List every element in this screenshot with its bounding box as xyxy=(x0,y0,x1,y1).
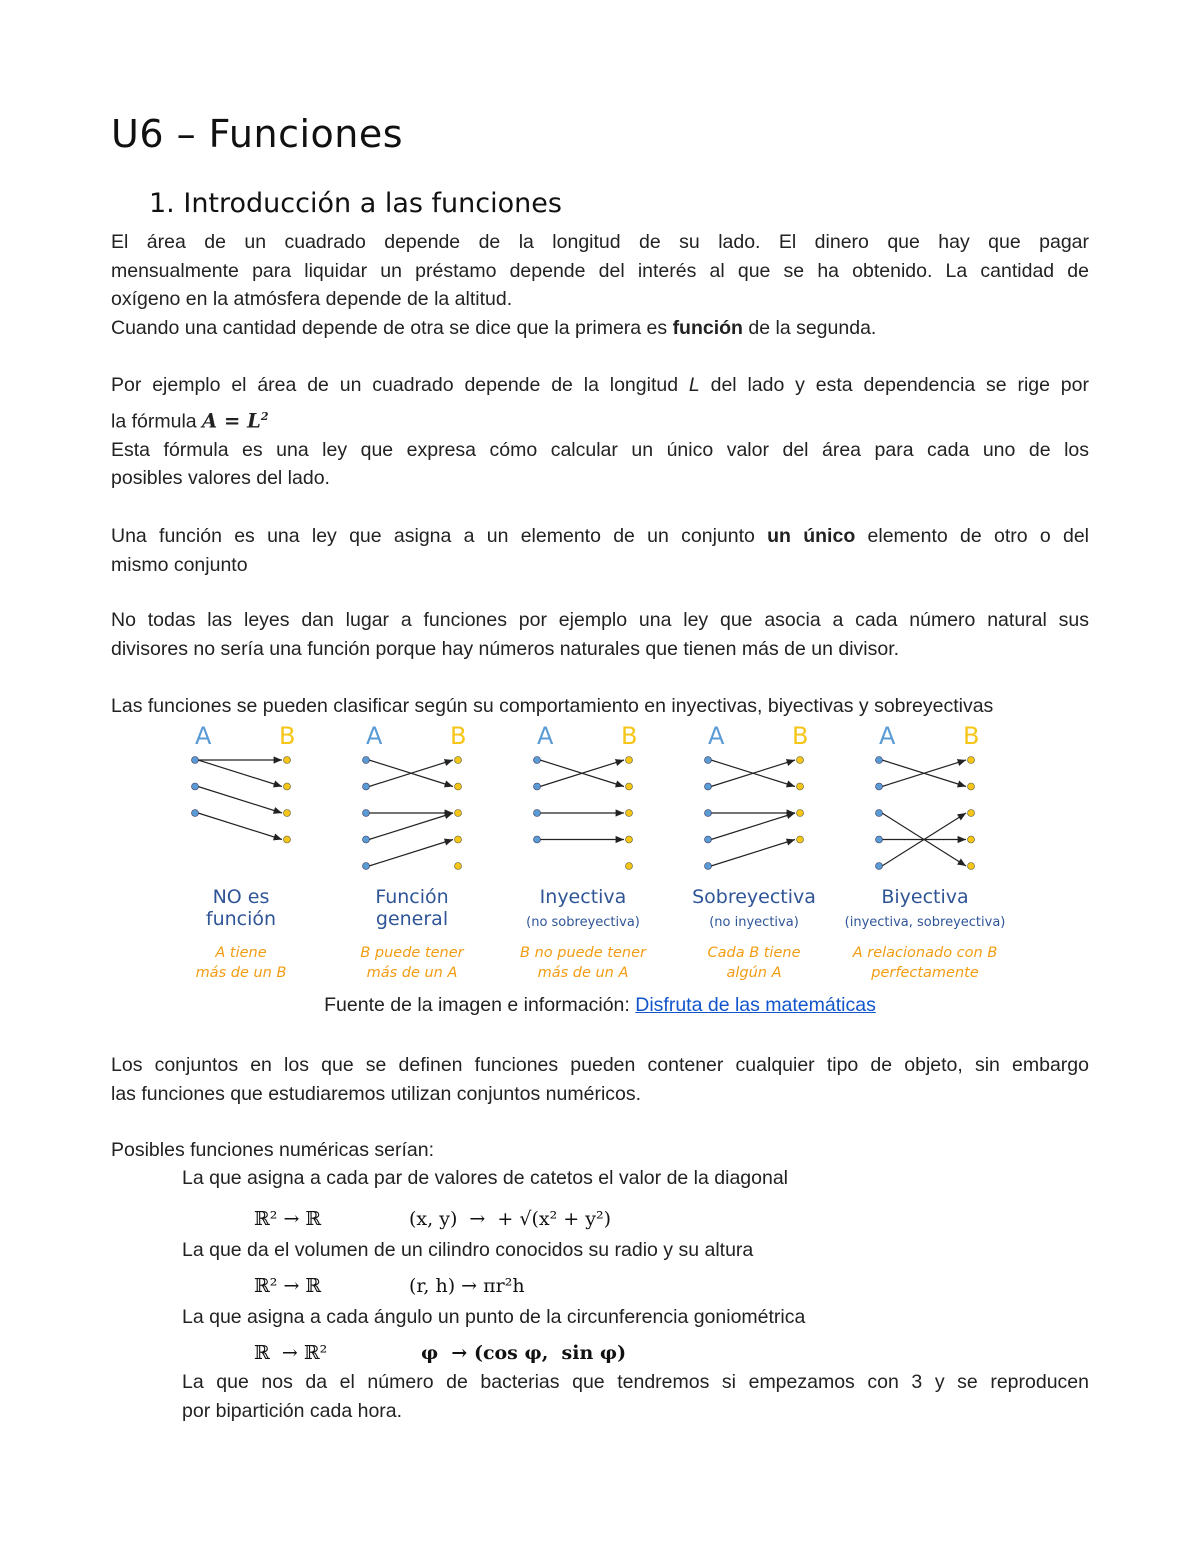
text-line: la fórmula $A = L^2$ xyxy=(111,409,269,432)
set-b-dot xyxy=(455,783,462,790)
section-heading xyxy=(149,188,562,219)
set-b-dot xyxy=(968,757,975,764)
area-formula: A = L xyxy=(202,409,261,432)
panel-note: más de un B xyxy=(195,965,287,981)
panel-note: más de un A xyxy=(537,965,629,981)
set-a-dot xyxy=(192,783,199,790)
bold-term: función xyxy=(672,316,743,339)
example-paragraph xyxy=(111,371,1089,493)
text-line: mensualmente para liquidar un préstamo depende del interés al que se ha obtenido. La cantidad de xyxy=(111,259,1089,282)
example-domain: ℝ → ℝ² xyxy=(254,1342,328,1364)
set-a-dot xyxy=(876,863,883,870)
set-a-dot xyxy=(534,783,541,790)
panel-title: NO es xyxy=(212,886,270,908)
text-line: La que nos da el número de bacterias que tendremos si empezamos con 3 y se reproducen xyxy=(182,1371,1089,1393)
panel-title: Sobreyectiva xyxy=(692,886,816,908)
set-a-dot xyxy=(705,783,712,790)
mapping-arrow xyxy=(711,840,795,867)
text-line: Una función es una ley que asigna a un elemento de un conjunto un único elemento de otro o del xyxy=(111,525,1090,547)
set-a-dot xyxy=(534,836,541,843)
text-line: Cuando una cantidad depende de otra se dice que la primera es función de la segunda. xyxy=(111,316,877,339)
diagram-panel xyxy=(845,722,1006,981)
panel-title: general xyxy=(375,908,449,930)
set-b-dot xyxy=(968,810,975,817)
panel-subtitle: (inyectiva, sobreyectiva) xyxy=(844,915,1006,930)
image-source: Fuente de la imagen e información: Disfruta de las matemáticas xyxy=(324,994,876,1016)
set-a-label: A xyxy=(366,722,383,750)
panel-note: B puede tener xyxy=(360,945,464,961)
set-a-label: A xyxy=(537,722,554,750)
panel-title: Inyectiva xyxy=(539,886,627,908)
set-a-dot xyxy=(363,810,370,817)
text-line: por bipartición cada hora. xyxy=(182,1399,403,1422)
set-b-dot xyxy=(284,757,291,764)
set-a-dot xyxy=(363,783,370,790)
text-line: divisores no sería una función porque hay números naturales que tienen más de un divisor. xyxy=(111,637,900,660)
set-b-dot xyxy=(968,783,975,790)
set-b-label: B xyxy=(621,722,638,750)
set-b-dot xyxy=(626,863,633,870)
set-b-dot xyxy=(797,836,804,843)
function-types-diagram xyxy=(183,720,1023,990)
set-a-dot xyxy=(705,810,712,817)
example-domain: ℝ² → ℝ xyxy=(254,1208,322,1230)
set-a-dot xyxy=(192,757,199,764)
example-domain: ℝ² → ℝ xyxy=(254,1275,322,1297)
counterexample-paragraph xyxy=(111,606,1089,663)
example-map: φ → (cos φ, sin φ) xyxy=(421,1342,627,1364)
mapping-arrow xyxy=(369,840,453,867)
set-a-dot xyxy=(876,836,883,843)
panel-note: más de un A xyxy=(366,965,458,981)
text-line: mismo conjunto xyxy=(111,553,248,576)
diagram-panel xyxy=(360,722,466,981)
classification-text: Las funciones se pueden clasificar según su comportamiento en inyectivas, biyectivas y sobreyectivas xyxy=(111,695,994,717)
text-line: posibles valores del lado. xyxy=(111,467,330,489)
text-line: Por ejemplo el área de un cuadrado depende de la longitud L del lado y esta dependencia se rige por xyxy=(111,374,1089,396)
set-b-dot xyxy=(455,836,462,843)
set-a-dot xyxy=(705,863,712,870)
set-b-label: B xyxy=(792,722,809,750)
panel-subtitle: (no inyectiva) xyxy=(709,915,799,930)
definition-paragraph xyxy=(111,522,1089,579)
diagram-panel xyxy=(520,722,647,981)
section-number: 1. xyxy=(149,188,175,219)
diagram-panel xyxy=(192,722,296,981)
text-line: las funciones que estudiaremos utilizan conjuntos numéricos. xyxy=(111,1082,642,1105)
example-text: La que asigna a cada ángulo un punto de la circunferencia goniométrica xyxy=(182,1306,806,1328)
bold-term: un único xyxy=(767,525,856,547)
panel-title: función xyxy=(205,908,277,930)
panel-note: perfectamente xyxy=(871,965,979,981)
set-a-dot xyxy=(705,836,712,843)
set-b-label: B xyxy=(279,722,296,750)
set-a-dot xyxy=(705,757,712,764)
example-map: (x, y) → + √(x² + y²) xyxy=(409,1208,612,1230)
examples-intro: Posibles funciones numéricas serían: xyxy=(111,1139,434,1161)
example-text: La que da el volumen de un cilindro conocidos su radio y su altura xyxy=(182,1239,754,1261)
example-map: (r, h) → πr²h xyxy=(409,1275,525,1297)
panel-note: A relacionado con B xyxy=(852,945,998,961)
set-a-label: A xyxy=(879,722,896,750)
set-b-dot xyxy=(626,783,633,790)
panel-title: Biyectiva xyxy=(881,886,969,908)
text-line: No todas las leyes dan lugar a funciones por ejemplo una ley que asocia a cada número natural sus xyxy=(111,609,1089,631)
panel-subtitle: (no sobreyectiva) xyxy=(526,915,640,930)
intro-paragraph xyxy=(111,228,1089,342)
sets-paragraph xyxy=(111,1051,1089,1108)
set-a-label: A xyxy=(195,722,212,750)
set-b-dot xyxy=(797,810,804,817)
mapping-arrow xyxy=(369,813,453,840)
set-a-dot xyxy=(363,863,370,870)
set-b-dot xyxy=(968,836,975,843)
source-link[interactable]: Disfruta de las matemáticas xyxy=(635,994,876,1016)
text-line: Esta fórmula es una ley que expresa cómo calcular un único valor del área para cada uno de los xyxy=(111,438,1089,461)
set-b-dot xyxy=(284,810,291,817)
mapping-arrow xyxy=(198,787,282,814)
diagram-panel xyxy=(692,722,816,981)
section-title: Introducción a las funciones xyxy=(183,188,562,219)
set-b-dot xyxy=(797,783,804,790)
set-a-dot xyxy=(876,757,883,764)
text-line: El área de un cuadrado depende de la longitud de su lado. El dinero que hay que pagar xyxy=(111,231,1089,253)
page-title: U6 – Funciones xyxy=(111,112,404,156)
panel-note: algún A xyxy=(726,965,782,981)
set-a-dot xyxy=(876,810,883,817)
set-a-dot xyxy=(363,757,370,764)
set-b-dot xyxy=(455,757,462,764)
mapping-arrow xyxy=(198,813,282,840)
set-a-dot xyxy=(534,757,541,764)
set-b-dot xyxy=(284,836,291,843)
set-b-dot xyxy=(626,757,633,764)
set-b-dot xyxy=(797,757,804,764)
set-a-dot xyxy=(363,836,370,843)
set-b-dot xyxy=(626,810,633,817)
example-text: La que asigna a cada par de valores de catetos el valor de la diagonal xyxy=(182,1167,789,1189)
set-a-dot xyxy=(876,783,883,790)
set-a-label: A xyxy=(708,722,725,750)
set-a-dot xyxy=(534,810,541,817)
panel-note: A tiene xyxy=(215,945,267,961)
set-b-dot xyxy=(968,863,975,870)
text-line: oxígeno en la atmósfera depende de la altitud. xyxy=(111,288,513,310)
panel-note: B no puede tener xyxy=(520,945,646,961)
bacteria-paragraph xyxy=(182,1368,1089,1425)
set-b-label: B xyxy=(963,722,980,750)
mapping-arrow xyxy=(711,813,795,840)
set-a-dot xyxy=(192,810,199,817)
set-b-label: B xyxy=(450,722,467,750)
mapping-arrow xyxy=(198,760,282,787)
set-b-dot xyxy=(455,810,462,817)
text-line: Los conjuntos en los que se definen funciones pueden contener cualquier tipo de objeto, sin embargo xyxy=(111,1054,1089,1076)
panel-title: Función xyxy=(375,886,449,908)
set-b-dot xyxy=(284,783,291,790)
panel-note: Cada B tiene xyxy=(707,945,801,961)
set-b-dot xyxy=(455,863,462,870)
set-b-dot xyxy=(626,836,633,843)
